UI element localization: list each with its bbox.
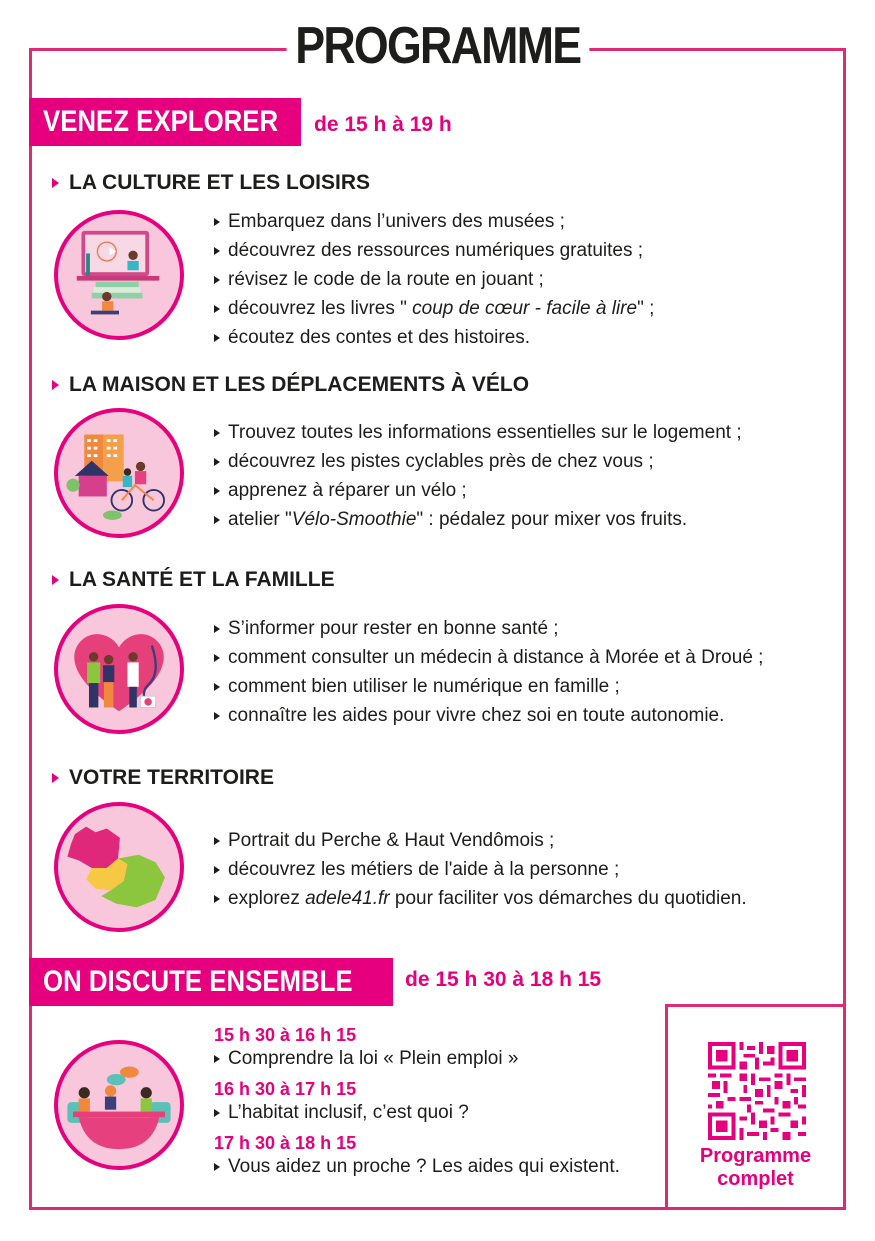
triangle-bullet-icon [214,276,220,284]
talk-item [214,1024,620,1072]
discuss-label-bar [29,958,393,1006]
full-program-qr-box[interactable] [665,1004,846,1210]
explore-time: de 15 h à 19 h [314,113,452,136]
list-item [214,207,654,236]
qr-label-line2: complet [717,1168,794,1190]
housing-cycling-illustration [54,408,184,538]
section-title: LA CULTURE ET LES LOISIRS [69,171,371,194]
list-item-text: révisez le code de la route en jouant ; [228,269,544,290]
qr-code-icon[interactable] [708,1042,806,1140]
list-item-emphasis: Vélo-Smoothie [291,509,417,530]
discussion-schedule [214,1024,620,1186]
list-item-text: découvrez les métiers de l'aide à la personne ; [228,859,620,880]
culture-list [214,207,654,352]
triangle-bullet-icon [214,625,220,633]
list-item-text: S’informer pour rester en bonne santé ; [228,618,559,639]
list-item-text: découvrez les livres " [228,298,407,319]
list-item-text: " : pédalez pour mixer vos fruits. [416,509,688,530]
talk-item [214,1078,620,1126]
list-item [214,294,654,323]
talk-time: 16 h 30 à 17 h 15 [214,1079,357,1099]
talk-time: 15 h 30 à 16 h 15 [214,1025,357,1045]
section-heading-territory [52,766,274,790]
triangle-bullet-icon [214,429,220,437]
triangle-bullet-icon [214,247,220,255]
list-item [214,826,747,855]
list-item [214,447,742,476]
list-item [214,418,742,447]
housing-list [214,418,742,534]
link-adele41[interactable]: adele41.fr [305,888,390,909]
territory-list [214,826,747,913]
health-family-illustration [54,604,184,734]
section-heading-health [52,568,335,592]
list-item-text: découvrez des ressources numériques gratuites ; [228,240,644,261]
section-heading-housing [52,373,529,397]
talk-title [214,1154,620,1180]
full-program-label [668,1145,843,1191]
triangle-bullet-icon [52,575,59,585]
list-item [214,236,654,265]
section-heading-culture [52,171,370,195]
triangle-bullet-icon [214,516,220,524]
list-item-text: Embarquez dans l’univers des musées ; [228,211,565,232]
list-item-text: découvrez les pistes cyclables près de chez vous ; [228,451,654,472]
territory-map-illustration [54,802,184,932]
list-item [214,323,654,352]
triangle-bullet-icon [214,1055,220,1063]
discussion-table-illustration [54,1040,184,1170]
triangle-bullet-icon [52,773,59,783]
list-item-text: Trouvez toutes les informations essentielles sur le logement ; [228,422,742,443]
list-item [214,643,763,672]
triangle-bullet-icon [214,305,220,313]
health-list [214,614,763,730]
list-item-text: comment bien utiliser le numérique en famille ; [228,676,620,697]
talk-title [214,1100,620,1126]
section-title: LA SANTÉ ET LA FAMILLE [69,568,335,591]
list-item [214,855,747,884]
triangle-bullet-icon [214,866,220,874]
triangle-bullet-icon [214,683,220,691]
explore-label-bar [29,98,301,146]
list-item-text: apprenez à réparer un vélo ; [228,480,467,501]
list-item-text: atelier " [228,509,292,530]
triangle-bullet-icon [214,458,220,466]
triangle-bullet-icon [214,1109,220,1117]
discuss-label: ON DISCUTE ENSEMBLE [43,965,353,998]
triangle-bullet-icon [52,178,59,188]
section-title: LA MAISON ET LES DÉPLACEMENTS À VÉLO [69,373,530,396]
list-item [214,672,763,701]
triangle-bullet-icon [214,654,220,662]
talk-title-text: Comprendre la loi « Plein emploi » [228,1048,519,1069]
discuss-time: de 15 h 30 à 18 h 15 [405,968,602,991]
list-item-text: comment consulter un médecin à distance à Morée et à Droué ; [228,647,764,668]
triangle-bullet-icon [214,895,220,903]
list-item [214,614,763,643]
talk-title-text: Vous aidez un proche ? Les aides qui existent. [228,1156,620,1177]
talk-time: 17 h 30 à 18 h 15 [214,1133,357,1153]
page-title-text: PROGRAMME [286,16,588,76]
culture-leisure-illustration [54,210,184,340]
list-item-emphasis: coup de cœur - facile à lire [412,298,638,319]
list-item [214,476,742,505]
list-item [214,884,747,913]
list-item [214,265,654,294]
section-title: VOTRE TERRITOIRE [69,766,274,789]
list-item-text: connaître les aides pour vivre chez soi en toute autonomie. [228,705,725,726]
talk-title [214,1046,620,1072]
list-item-text: pour faciliter vos démarches du quotidien. [394,888,747,909]
triangle-bullet-icon [214,1163,220,1171]
triangle-bullet-icon [214,487,220,495]
list-item-text: " ; [637,298,655,319]
triangle-bullet-icon [52,380,59,390]
qr-label-line1: Programme [699,1145,812,1167]
triangle-bullet-icon [214,712,220,720]
list-item [214,701,763,730]
list-item-text: écoutez des contes et des histoires. [228,327,531,348]
triangle-bullet-icon [214,837,220,845]
explore-label: VENEZ EXPLORER [43,105,279,138]
talk-item [214,1132,620,1180]
list-item-text: Portrait du Perche & Haut Vendômois ; [228,830,555,851]
list-item-text: explorez [228,888,300,909]
triangle-bullet-icon [214,218,220,226]
triangle-bullet-icon [214,334,220,342]
talk-title-text: L’habitat inclusif, c’est quoi ? [228,1102,469,1123]
list-item [214,505,742,534]
